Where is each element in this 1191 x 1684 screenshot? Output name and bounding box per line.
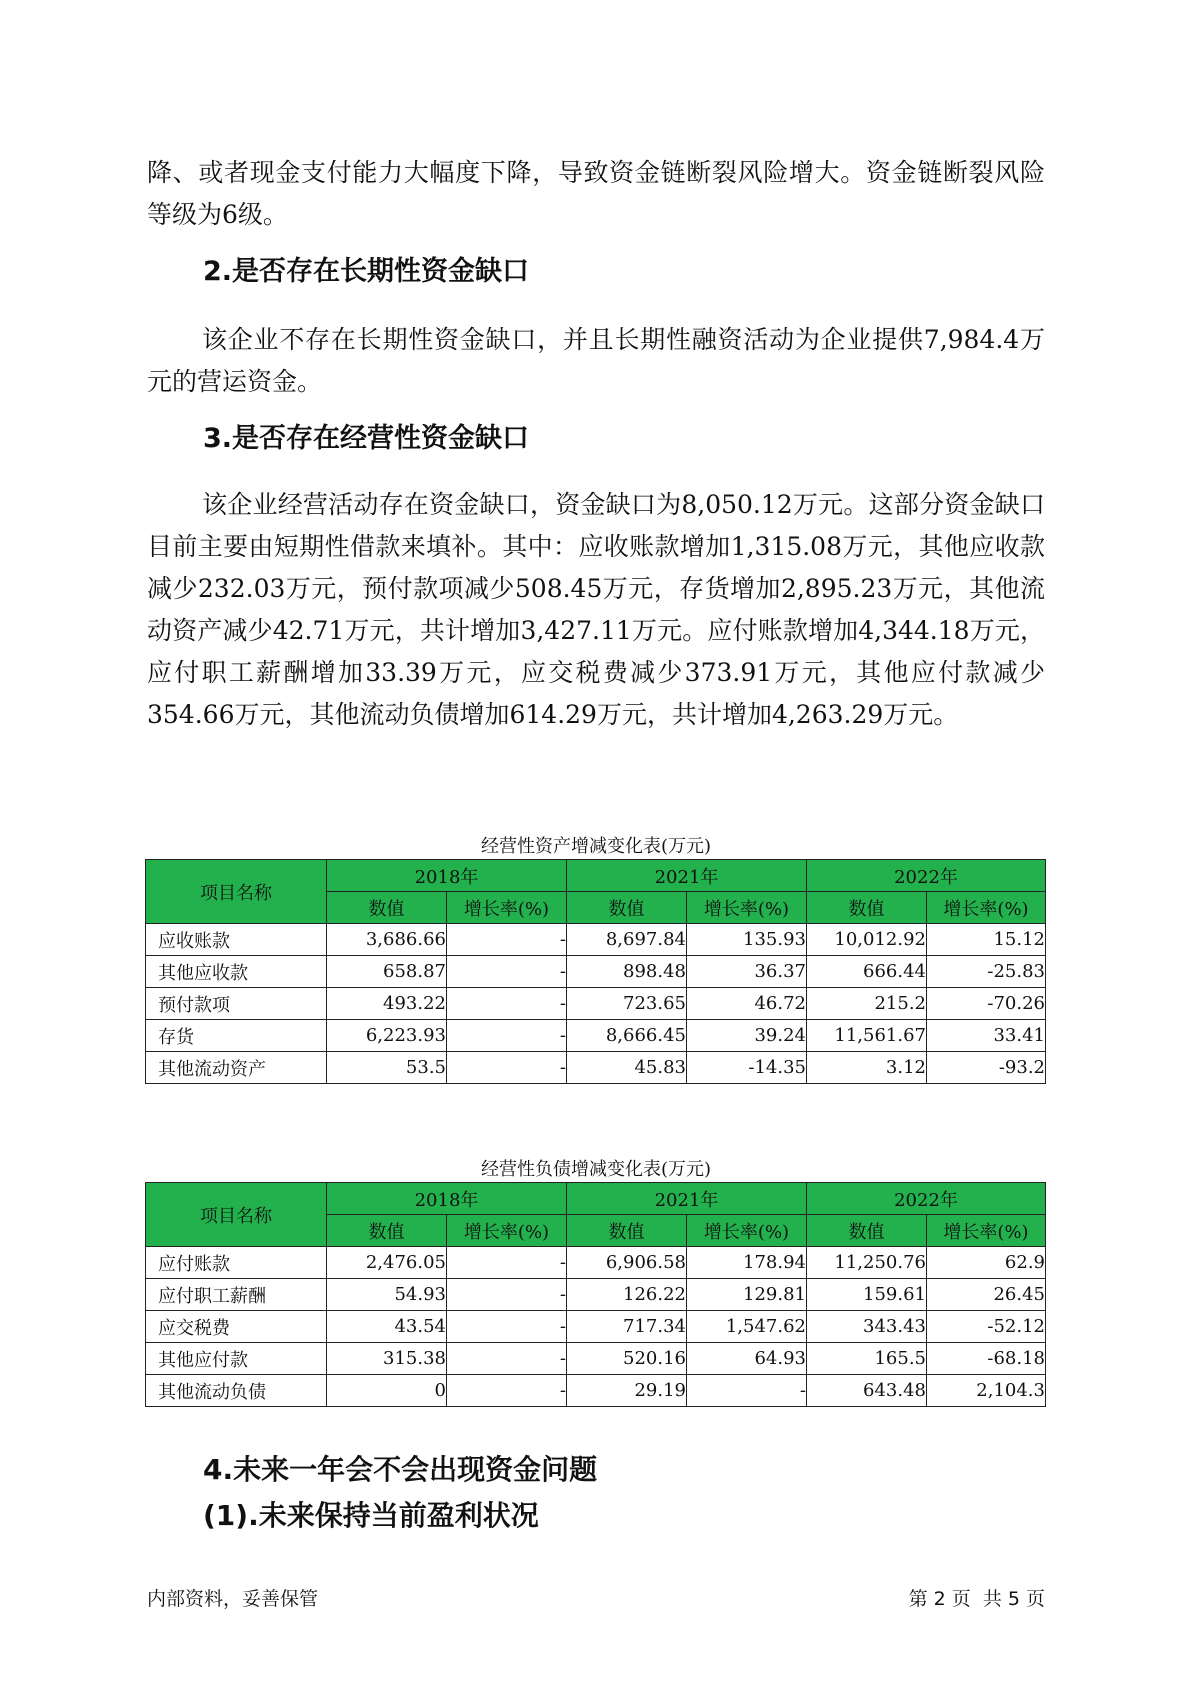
row-item-name: 应收账款 — [146, 924, 327, 956]
cell-growth-rate: 129.81 — [687, 1279, 807, 1311]
cell-growth-rate: - — [447, 1247, 567, 1279]
cell-value: 10,012.92 — [807, 924, 927, 956]
cell-growth-rate: -68.18 — [927, 1343, 1046, 1375]
table-row — [146, 956, 1046, 988]
cell-growth-rate: - — [447, 956, 567, 988]
cell-value: 165.5 — [807, 1343, 927, 1375]
header-item-name: 项目名称 — [146, 1183, 327, 1247]
cell-value: 717.34 — [567, 1311, 687, 1343]
cell-growth-rate: - — [447, 1375, 567, 1407]
cell-value: 8,697.84 — [567, 924, 687, 956]
paragraph-long-term-gap: 该企业不存在长期性资金缺口，并且长期性融资活动为企业提供7,984.4万元的营运资金。 — [147, 325, 1045, 396]
cell-value: 126.22 — [567, 1279, 687, 1311]
header-year: 2021年 — [567, 1183, 807, 1215]
cell-growth-rate: - — [447, 1311, 567, 1343]
footer-confidential: 内部资料，妥善保管 — [147, 1588, 319, 1610]
cell-growth-rate: 62.9 — [927, 1247, 1046, 1279]
heading-next-year-funding: 4.未来一年会不会出现资金问题 — [203, 1453, 598, 1486]
table-header-row — [146, 1183, 1046, 1215]
cell-growth-rate: -14.35 — [687, 1052, 807, 1084]
header-year: 2021年 — [567, 860, 807, 892]
cell-value: 53.5 — [327, 1052, 447, 1084]
cell-growth-rate: 33.41 — [927, 1020, 1046, 1052]
header-growth-rate: 增长率(%) — [927, 892, 1046, 924]
heading-operating-gap: 3.是否存在经营性资金缺口 — [203, 423, 530, 454]
cell-growth-rate: 39.24 — [687, 1020, 807, 1052]
row-item-name: 应交税费 — [146, 1311, 327, 1343]
cell-growth-rate: -93.2 — [927, 1052, 1046, 1084]
liabilities-table — [145, 1182, 1046, 1407]
row-item-name: 其他应收款 — [146, 956, 327, 988]
table-row — [146, 924, 1046, 956]
table-row — [146, 1020, 1046, 1052]
row-item-name: 预付款项 — [146, 988, 327, 1020]
cell-growth-rate: - — [447, 988, 567, 1020]
cell-growth-rate: - — [447, 1020, 567, 1052]
heading-keep-profitability: (1).未来保持当前盈利状况 — [203, 1499, 539, 1532]
header-value: 数值 — [807, 892, 927, 924]
row-item-name: 其他流动负债 — [146, 1375, 327, 1407]
header-growth-rate: 增长率(%) — [687, 892, 807, 924]
cell-growth-rate: 135.93 — [687, 924, 807, 956]
row-item-name: 应付职工薪酬 — [146, 1279, 327, 1311]
header-value: 数值 — [567, 1215, 687, 1247]
row-item-name: 其他流动资产 — [146, 1052, 327, 1084]
table-row — [146, 988, 1046, 1020]
cell-growth-rate: - — [447, 1343, 567, 1375]
cell-value: 11,561.67 — [807, 1020, 927, 1052]
cell-value: 658.87 — [327, 956, 447, 988]
header-value: 数值 — [327, 892, 447, 924]
cell-value: 215.2 — [807, 988, 927, 1020]
assets-table — [145, 859, 1046, 1084]
cell-value: 723.65 — [567, 988, 687, 1020]
table-header-row — [146, 860, 1046, 892]
header-item-name: 项目名称 — [146, 860, 327, 924]
cell-growth-rate: -25.83 — [927, 956, 1046, 988]
table-row — [146, 1343, 1046, 1375]
cell-value: 45.83 — [567, 1052, 687, 1084]
row-item-name: 其他应付款 — [146, 1343, 327, 1375]
cell-growth-rate: 64.93 — [687, 1343, 807, 1375]
header-year: 2022年 — [807, 1183, 1046, 1215]
table-row — [146, 1279, 1046, 1311]
header-value: 数值 — [327, 1215, 447, 1247]
cell-growth-rate: -70.26 — [927, 988, 1046, 1020]
footer-page-number: 第 2 页 共 5 页 — [908, 1588, 1045, 1610]
cell-value: 11,250.76 — [807, 1247, 927, 1279]
cell-value: 0 — [327, 1375, 447, 1407]
cell-value: 43.54 — [327, 1311, 447, 1343]
header-growth-rate: 增长率(%) — [447, 892, 567, 924]
table-row — [146, 1311, 1046, 1343]
header-growth-rate: 增长率(%) — [927, 1215, 1046, 1247]
caption-assets-table: 经营性资产增减变化表(万元) — [480, 836, 712, 857]
cell-value: 315.38 — [327, 1343, 447, 1375]
header-growth-rate: 增长率(%) — [447, 1215, 567, 1247]
row-item-name: 存货 — [146, 1020, 327, 1052]
table-row — [146, 1052, 1046, 1084]
cell-value: 343.43 — [807, 1311, 927, 1343]
cell-growth-rate: 36.37 — [687, 956, 807, 988]
caption-liabilities-table: 经营性负债增减变化表(万元) — [480, 1159, 712, 1180]
cell-value: 666.44 — [807, 956, 927, 988]
cell-value: 54.93 — [327, 1279, 447, 1311]
cell-value: 6,906.58 — [567, 1247, 687, 1279]
cell-growth-rate: - — [687, 1375, 807, 1407]
cell-growth-rate: -52.12 — [927, 1311, 1046, 1343]
header-value: 数值 — [567, 892, 687, 924]
header-year: 2022年 — [807, 860, 1046, 892]
cell-growth-rate: 2,104.3 — [927, 1375, 1046, 1407]
header-year: 2018年 — [327, 860, 567, 892]
cell-growth-rate: - — [447, 1279, 567, 1311]
header-year: 2018年 — [327, 1183, 567, 1215]
cell-growth-rate: 178.94 — [687, 1247, 807, 1279]
cell-growth-rate: - — [447, 924, 567, 956]
heading-long-term-gap: 2.是否存在长期性资金缺口 — [203, 256, 530, 287]
cell-value: 3.12 — [807, 1052, 927, 1084]
paragraph-risk-continuation: 降、或者现金支付能力大幅度下降，导致资金链断裂风险增大。资金链断裂风险等级为6级。 — [147, 158, 1045, 229]
cell-value: 6,223.93 — [327, 1020, 447, 1052]
cell-value: 29.19 — [567, 1375, 687, 1407]
row-item-name: 应付账款 — [146, 1247, 327, 1279]
paragraph-operating-gap: 该企业经营活动存在资金缺口，资金缺口为8,050.12万元。这部分资金缺口目前主要由短期性借款来填补。其中：应收账款增加1,315.08万元，其他应收款减少232.03万元，预付款项减少508.45万元，存货增加2,895.23万元，其他流动资产减少42.71万元，共计增加3,427.11万元。应付账款增加4,344.18万元，应付职工薪酬增加33.39万元，应交税费减少373.91万元，其他应付款减少354.66万元，其他流动负债增加614.29万元，共计增加4,263.29万元。 — [147, 490, 1045, 729]
cell-value: 159.61 — [807, 1279, 927, 1311]
cell-value: 898.48 — [567, 956, 687, 988]
cell-value: 3,686.66 — [327, 924, 447, 956]
cell-value: 8,666.45 — [567, 1020, 687, 1052]
header-growth-rate: 增长率(%) — [687, 1215, 807, 1247]
cell-growth-rate: 26.45 — [927, 1279, 1046, 1311]
cell-value: 2,476.05 — [327, 1247, 447, 1279]
cell-growth-rate: 15.12 — [927, 924, 1046, 956]
cell-value: 643.48 — [807, 1375, 927, 1407]
table-row — [146, 1375, 1046, 1407]
header-value: 数值 — [807, 1215, 927, 1247]
cell-growth-rate: 46.72 — [687, 988, 807, 1020]
cell-value: 520.16 — [567, 1343, 687, 1375]
cell-growth-rate: 1,547.62 — [687, 1311, 807, 1343]
table-row — [146, 1247, 1046, 1279]
cell-value: 493.22 — [327, 988, 447, 1020]
cell-growth-rate: - — [447, 1052, 567, 1084]
